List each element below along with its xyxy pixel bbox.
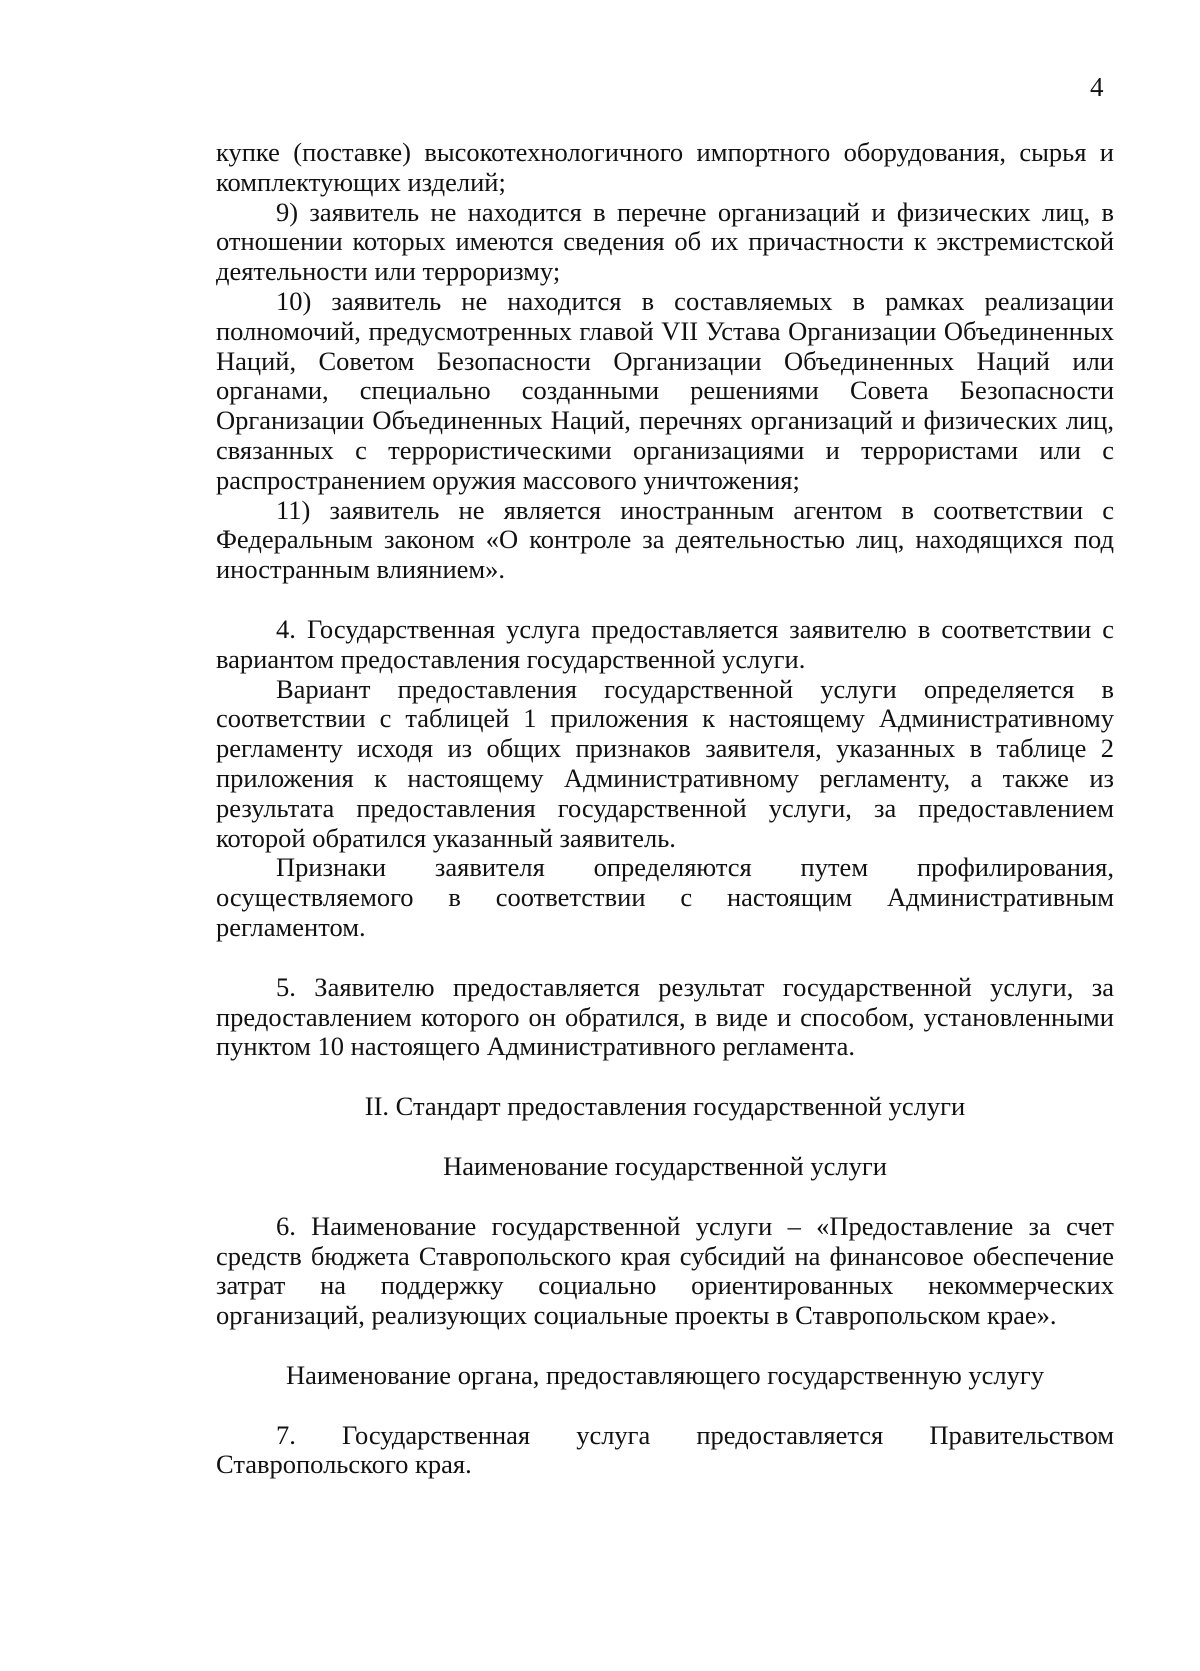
heading-authority-name: Наименование органа, предоставляющего государственную услугу [285, 1359, 1045, 1390]
paragraph-section-4: 4. Государственная услуга предоставляется заявителю в соответствии с вариантом предоставления государственной услуги. [216, 613, 1114, 674]
paragraph-section-7: 7. Государственная услуга предоставляется Правительством Ставропольского края. [216, 1419, 1114, 1480]
heading-service-name: Наименование государственной услуги [443, 1150, 887, 1181]
paragraph-continuation: купке (поставке) высокотехнологичного импортного оборудования, сырья и комплектующих изделий; [216, 137, 1114, 197]
heading-section-2: II. Стандарт предоставления государственной услуги [364, 1091, 966, 1122]
paragraph-item-9: 9) заявитель не находится в перечне организаций и физических лиц, в отношении которых имеются сведения об их причастности к экстремистской деятельности или терроризму; [216, 196, 1114, 287]
paragraph-section-5: 5. Заявителю предоставляется результат государственной услуги, за предоставлением которого он обратился, в виде и способом, установленными пунктом 10 настоящего Административного регламента. [216, 971, 1114, 1062]
paragraph-applicant-features: Признаки заявителя определяются путем профилирования, осуществляемого в соответствии с настоящим Административным регламентом. [216, 852, 1114, 942]
paragraph-section-6: 6. Наименование государственной услуги – «Предоставление за счет средств бюджета Ставропольского края субсидий на финансовое обеспечение затрат на поддержку социально ориентированных некоммерческих организаций, реализующих социальные проекты в Ставропольском крае». [216, 1210, 1114, 1331]
paragraph-item-10: 10) заявитель не находится в составляемых в рамках реализации полномочий, предусмотренных главой VII Устава Организации Объединенных Наций, Советом Безопасности Организации Объединенных Наций или органами, специально созданными решениями Совета Безопасности Организации Объединенных Наций, перечнях организаций и физических лиц, связанных с террористическими организациями и террористами или с распространением оружия массового уничтожения; [216, 285, 1114, 495]
page-number: 4 [1090, 72, 1104, 102]
document-body [216, 138, 1114, 1480]
paragraph-item-11: 11) заявитель не является иностранным агентом в соответствии с Федеральным законом «О контроле за деятельностью лиц, находящихся под иностранным влиянием». [216, 494, 1114, 585]
paragraph-variant: Вариант предоставления государственной услуги определяется в соответствии с таблицей 1 приложения к настоящему Административному регламенту исходя из общих признаков заявителя, указанных в таблице 2 приложения к настоящему Административному регламенту, а также из результата предоставления государственной услуги, за предоставлением которой обратился указанный заявитель. [216, 673, 1114, 853]
